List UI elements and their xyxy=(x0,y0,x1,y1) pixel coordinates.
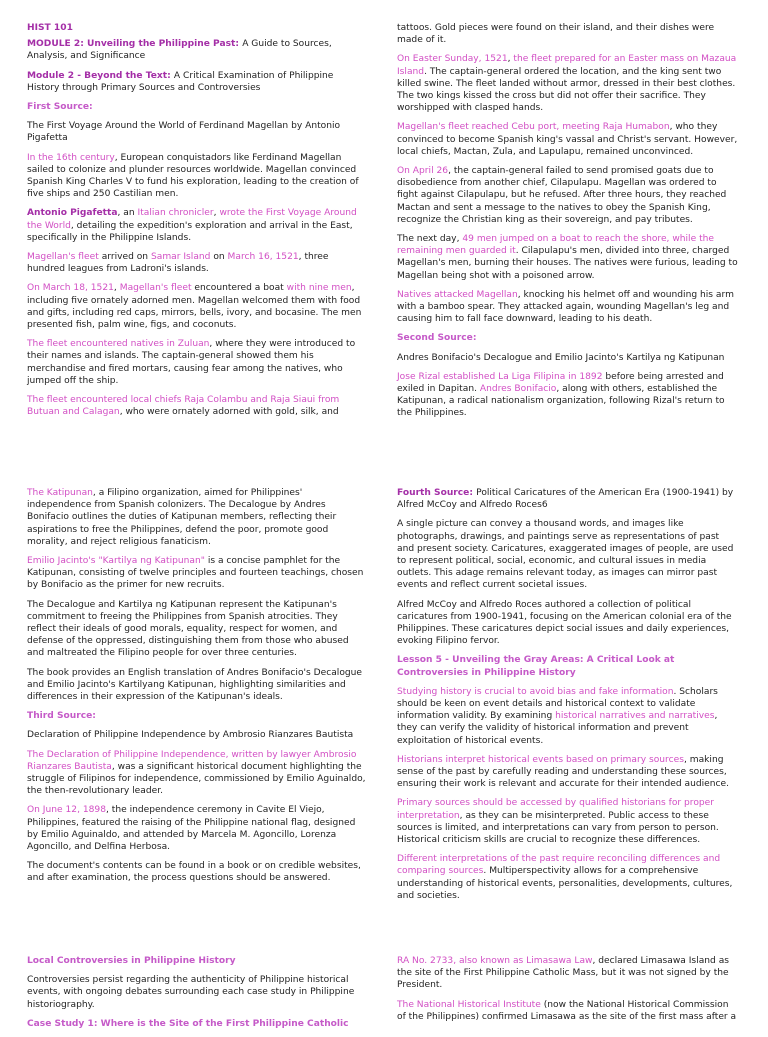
body-text: , who were ornately adorned with gold, silk, and xyxy=(119,407,339,418)
paragraph xyxy=(27,749,368,798)
paragraph xyxy=(27,120,368,144)
highlighted-text: 49 men jumped on a boat to reach the shore, while the remaining men guarded it xyxy=(397,234,714,257)
section-heading xyxy=(27,101,368,113)
body-text: , xyxy=(507,54,514,65)
paragraph xyxy=(27,487,368,548)
body-text: on xyxy=(210,252,228,263)
body-text: Declaration of Philippine Independence by Ambrosio Rianzares Bautista xyxy=(27,730,354,741)
body-text: , they can verify the validity of historical information and prevent exploitation of historical events. xyxy=(397,711,718,746)
body-text: (now the National Historical Commission of the Philippines) confirmed Limasawa as the site of the first mass after a xyxy=(397,999,737,1022)
paragraph xyxy=(27,860,368,884)
body-text: . Scholars should be keen on event details and historical context to validate information validity. By examining xyxy=(397,686,718,722)
highlighted-text: Studying history is crucial to avoid bias and fake information xyxy=(397,686,674,697)
body-text: , knocking his helmet off and wounding his arm with a bamboo spear. They attacked again, wounding Magellan's leg and causing him to fall face downward, leading to his death. xyxy=(397,289,734,325)
paragraph xyxy=(27,667,368,704)
page-1-left-column xyxy=(27,22,368,425)
body-text: Case Study 1: Where is the Site of the First Philippine Catholic xyxy=(27,1018,349,1029)
bold-heading-text: Fourth Source: xyxy=(397,488,477,498)
highlighted-text: The fleet encountered local chiefs Raja Colambu and Raja Siaui from Butuan and Calagan xyxy=(27,395,340,418)
highlighted-text: the fleet prepared for an Easter mass on Mazaua Island xyxy=(397,54,737,77)
page-1-right-column xyxy=(397,22,738,427)
body-text: , xyxy=(213,208,220,219)
highlighted-text: Primary sources should be accessed by qualified historians for proper interpretation xyxy=(397,798,714,821)
body-text: , along with others, established the Katipunan, a radical nationalism organization, following Rizal's return to the Philippines. xyxy=(397,384,725,419)
highlighted-text: Italian chronicler xyxy=(137,208,214,219)
body-text: A Guide to Sources, Analysis, and Significance xyxy=(27,39,332,62)
bold-heading-text: HIST 101 xyxy=(27,23,73,33)
highlighted-text: Different interpretations of the past require reconciling differences and comparing sources xyxy=(397,854,721,877)
highlighted-text: On Easter Sunday, 1521 xyxy=(397,54,508,65)
course-code xyxy=(27,22,368,34)
highlighted-text: Magellan's fleet xyxy=(119,283,192,294)
paragraph xyxy=(397,22,738,46)
paragraph xyxy=(397,121,738,158)
highlighted-text: On June 12, 1898 xyxy=(27,805,107,816)
highlighted-text: Natives attacked Magellan xyxy=(397,289,518,300)
body-text: , making sense of the past by carefully reading and understanding these sources, ensuring their work is relevant and accurate for their intended audience. xyxy=(397,754,730,790)
page-3-left-column xyxy=(27,955,368,1037)
body-text: Third Source: xyxy=(27,711,96,722)
body-text: , declared Limasawa Island as the site of the First Philippine Catholic Mass, but it was not signed by the President. xyxy=(397,956,730,991)
body-text: , where they were introduced to their names and islands. The captain-general showed them his merchandise and fired mortars, causing fear among the natives, who jumped off the ship. xyxy=(27,339,356,386)
paragraph xyxy=(27,338,368,387)
body-text: Second Source: xyxy=(397,333,477,344)
highlighted-text: Historians interpret historical events based on primary sources xyxy=(397,754,684,765)
body-text: . Cilapulapu's men, divided into three, charged Magellan's men, burning their houses. The natives were furious, leading to Magellan being shot with a poisoned arrow. xyxy=(397,246,738,281)
paragraph xyxy=(27,282,368,331)
highlighted-text: wrote the First Voyage Around the World xyxy=(27,208,357,231)
paragraph xyxy=(397,686,738,747)
body-text: Political Caricatures of the American Era (1900-1941) by Alfred McCoy and Alfredo Roces6 xyxy=(397,488,734,511)
paragraph xyxy=(27,555,368,592)
body-text: The First Voyage Around the World of Ferdinand Magellan by Antonio Pigafetta xyxy=(27,121,341,144)
highlighted-text: Magellan's fleet xyxy=(27,252,99,263)
body-text: Lesson 5 - Unveiling the Gray Areas: A Critical Look at Controversies in Philippine History xyxy=(397,655,675,678)
highlighted-text: The Declaration of Philippine Independence, written by lawyer Ambrosio Rianzares Bautista xyxy=(27,749,357,772)
body-text: is a concise pamphlet for the Katipunan, consisting of twelve principles and fourteen teachings, chosen by Bonifacio as the primer for new recruits. xyxy=(27,556,364,591)
body-text: The next day, xyxy=(397,234,463,245)
highlighted-text: Magellan's fleet reached Cebu port, meeting Raja Humabon xyxy=(397,122,670,133)
highlighted-text: In the 16th century xyxy=(27,152,115,163)
highlighted-text: March 16, 1521 xyxy=(227,252,299,263)
body-text: The Decalogue and Kartilya ng Katipunan represent the Katipunan's commitment to freeing the Philippines from Spanish atrocities. They reflect their ideals of good morals, equality, respect for women, and defense of the oppressed, distinguishing them from those who abused and maltreated the Filipino people for over three centuries. xyxy=(27,599,349,659)
paragraph xyxy=(27,729,368,741)
highlighted-text: The Katipunan xyxy=(27,488,93,498)
paragraph xyxy=(397,999,738,1023)
paragraph xyxy=(397,853,738,902)
body-text: Controversies persist regarding the authenticity of Philippine historical events, with ongoing debates surrounding each case study in Philippine historiography. xyxy=(27,975,355,1010)
body-text: , detailing the expedition's exploration and arrival in the East, specifically in the Philippine Islands. xyxy=(27,220,353,243)
paragraph xyxy=(397,518,738,591)
body-text: . Multiperspectivity allows for a comprehensive understanding of historical events, personalities, developments, cultures, and societies. xyxy=(397,866,733,901)
bold-heading-text: MODULE 2: Unveiling the Philippine Past: xyxy=(27,39,243,50)
bold-heading-text: Antonio Pigafetta xyxy=(27,208,118,219)
paragraph xyxy=(27,152,368,201)
page-3-right-column xyxy=(397,955,738,1030)
paragraph xyxy=(397,955,738,992)
section-heading xyxy=(397,332,738,344)
body-text: , including five ornately adorned men. Magellan welcomed them with food and gifts, including red caps, mirrors, bells, ivory, and bocasine. The men presented fish, palm wine, figs, and coconuts. xyxy=(27,283,362,331)
body-text: , as they can be misinterpreted. Public access to these sources is limited, and interpretations can vary from person to person. Historical criticism skills are crucial to recognize these differences. xyxy=(397,810,719,846)
body-text: A Critical Examination of Philippine History through Primary Sources and Controversies xyxy=(27,70,334,93)
body-text: , European conquistadors like Ferdinand Magellan sailed to colonize and plunder resources worldwide. Magellan convinced Spanish King Charles V to fund his exploration, leading to the creation of five ships and 250 Castilian men. xyxy=(27,152,359,200)
highlighted-text: On March 18, 1521 xyxy=(27,283,114,294)
bold-heading-text: Module 2 - Beyond the Text: xyxy=(27,70,174,81)
body-text: The document's contents can be found in a book or on credible websites, and after examination, the process questions should be answered. xyxy=(27,861,361,884)
paragraph xyxy=(27,38,368,62)
body-text: arrived on xyxy=(98,252,151,263)
paragraph xyxy=(397,754,738,791)
paragraph xyxy=(27,974,368,1011)
section-heading xyxy=(397,654,738,678)
body-text: before being arrested and exiled in Dapitan. xyxy=(397,371,724,395)
paragraph xyxy=(27,599,368,660)
paragraph xyxy=(397,371,738,420)
body-text: encountered a boat xyxy=(191,283,287,294)
body-text: tattoos. Gold pieces were found on their island, and their dishes were made of it. xyxy=(397,23,715,46)
body-text: , a Filipino organization, aimed for Philippines' independence from Spanish colonizers. The Decalogue by Andres Bonifacio outlines the duties of Katipunan members, reflecting their aspirations to free the Philippines, defend the poor, promote good morality, and reject religious fanaticism. xyxy=(27,488,337,547)
section-heading xyxy=(27,710,368,722)
highlighted-text: On April 26 xyxy=(397,166,449,177)
highlighted-text: Samar Island xyxy=(150,252,211,263)
page-2-left-column xyxy=(27,487,368,892)
body-text: , who they convinced to become Spanish king's vassal and Christ's servant. However, local chiefs, Mactan, Zula, and Lapulapu, remained unconvinced. xyxy=(397,122,738,157)
highlighted-text: Jose Rizal established La Liga Filipina in 1892 xyxy=(397,371,603,382)
paragraph xyxy=(397,289,738,326)
body-text: Local Controversies in Philippine History xyxy=(27,956,236,966)
highlighted-text: The National Historical Institute xyxy=(397,999,541,1010)
highlighted-text: historical narratives and narratives xyxy=(555,711,715,722)
body-text: , was a significant historical document highlighting the struggle of Filipinos for independence, commissioned by Emilio Aguinaldo, the then-revolutionary leader. xyxy=(27,761,366,797)
body-text: Andres Bonifacio's Decalogue and Emilio Jacinto's Kartilya ng Katipunan xyxy=(397,352,725,363)
paragraph xyxy=(27,394,368,418)
paragraph xyxy=(27,251,368,275)
highlighted-text: Emilio Jacinto's "Kartilya ng Katipunan" xyxy=(27,556,205,567)
body-text: , xyxy=(113,283,120,294)
body-text: , an xyxy=(117,208,138,219)
paragraph xyxy=(27,207,368,244)
body-text: A single picture can convey a thousand words, and images like photographs, drawings, and paintings serve as representations of past and present society. Caricatures, exaggerated images of people, are used to represent political, social, economic, and cultural issues in media outlets. This adage remains relevant today, as images can mirror past events and reflect current societal issues. xyxy=(397,519,734,591)
paragraph xyxy=(397,233,738,282)
paragraph xyxy=(397,53,738,114)
highlighted-text: RA No. 2733, also known as Limasawa Law xyxy=(397,956,593,966)
body-text: Alfred McCoy and Alfredo Roces authored a collection of political caricatures from 1900-1941, focusing on the American colonial era of the Philippines. These caricatures depict social issues and daily experiences, evoking Filipino fervor. xyxy=(397,599,732,647)
paragraph xyxy=(27,804,368,853)
highlighted-text: Andres Bonifacio xyxy=(479,384,557,395)
body-text: . The captain-general ordered the location, and the king sent two killed swine. The fleet landed without armor, dressed in their best clothes. The two kings kissed the cross but did not offer their sacrifice. They worshipped with clasped hands. xyxy=(397,66,736,114)
paragraph xyxy=(397,487,738,511)
highlighted-text: with nine men xyxy=(286,283,352,294)
body-text: , the captain-general failed to send promised goats due to disobedience from another chief, Cilapulapu. Magellan was ordered to fight against Cilapulapu, but he refused. After three hours, they reached Mactan and sent a message to the natives to obey the Spanish King, recognize the Christian king as their sovereign, and pay tributes. xyxy=(397,166,727,225)
body-text: , three hundred leagues from Ladroni's islands. xyxy=(27,252,329,275)
paragraph xyxy=(397,599,738,648)
paragraph xyxy=(397,352,738,364)
highlighted-text: The fleet encountered natives in Zuluan xyxy=(27,339,210,350)
section-heading xyxy=(27,955,368,967)
paragraph xyxy=(397,797,738,846)
body-text: First Source: xyxy=(27,102,93,113)
paragraph xyxy=(27,70,368,94)
body-text: The book provides an English translation of Andres Bonifacio's Decalogue and Emilio Jacinto's Kartilyang Katipunan, highlighting similarities and differences in their expression of the Katipunan's ideals. xyxy=(27,667,363,703)
page-2-right-column xyxy=(397,487,738,909)
body-text: , the independence ceremony in Cavite El Viejo, Philippines, featured the raising of the Philippine national flag, designed by Emilio Aguinaldo, and attended by Marcela M. Agoncillo, Lorenza Agoncillo, and Delfina Herbosa. xyxy=(27,805,356,853)
paragraph xyxy=(397,165,738,226)
